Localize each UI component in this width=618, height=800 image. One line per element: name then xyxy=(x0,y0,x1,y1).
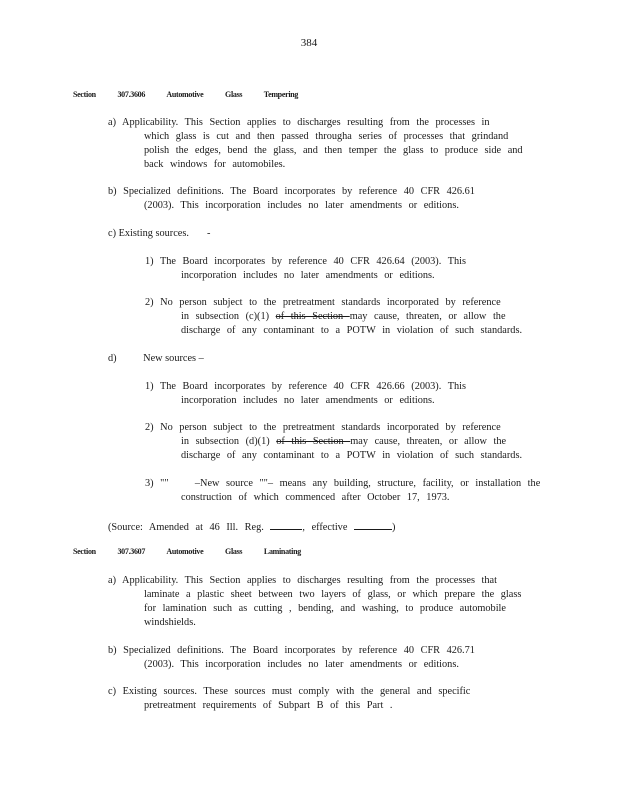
para-3607-b xyxy=(108,644,528,672)
text-line: polish the edges, bend the glass, and then temper the glass to produce side and xyxy=(144,145,523,156)
text-line: incorporation includes no later amendments or editions. xyxy=(181,395,435,406)
para-3606-d2 xyxy=(145,421,540,463)
para-3606-c: c) Existing sources. - xyxy=(108,228,211,239)
d-text: New sources – xyxy=(143,353,204,364)
section-heading-3607: Section 307.3607 Automotive Glass Laminating xyxy=(73,547,301,556)
blank-line xyxy=(354,519,392,530)
para-3607-a xyxy=(108,574,528,630)
text-line: incorporation includes no later amendments or editions. xyxy=(181,270,435,281)
para-3606-d xyxy=(108,352,528,366)
text-line: 2) No person subject to the pretreatment standards incorporated by reference xyxy=(145,297,501,308)
source-text: (Source: Amended at 46 Ill. Reg. xyxy=(108,522,264,533)
text-line: a) Applicability. This Section applies to discharges resulting from the processes in xyxy=(108,117,490,128)
text-line: discharge of any contaminant to a POTW in violation of such standards. xyxy=(181,450,523,461)
source-text: , effective xyxy=(302,522,348,533)
text-line: b) Specialized definitions. The Board incorporates by reference 40 CFR 426.71 xyxy=(108,645,475,656)
text-line: pretreatment requirements of Subpart B of this Part . xyxy=(144,700,393,711)
text-span: may cause, threaten, or allow the xyxy=(350,436,507,447)
d-label: d) xyxy=(108,353,117,364)
text-line xyxy=(145,310,540,324)
blank-line xyxy=(270,519,302,530)
text-line: 2) No person subject to the pretreatment standards incorporated by reference xyxy=(145,422,501,433)
para-3606-d1 xyxy=(145,380,540,408)
para-3606-d3 xyxy=(145,477,540,505)
text-line: 1) The Board incorporates by reference 40 CFR 426.64 (2003). This xyxy=(145,256,467,267)
text-line: back windows for automobiles. xyxy=(144,159,286,170)
text-line: discharge of any contaminant to a POTW in violation of such standards. xyxy=(181,325,523,336)
para-3606-c2 xyxy=(145,296,540,338)
text-span: may cause, threaten, or allow the xyxy=(349,311,506,322)
text-line: construction of which commenced after October 17, 1973. xyxy=(181,492,450,503)
para-3606-b xyxy=(108,185,528,213)
text-line: 1) The Board incorporates by reference 40 CFR 426.66 (2003). This xyxy=(145,381,467,392)
text-line: c) Existing sources. These sources must comply with the general and specific xyxy=(108,686,471,697)
text-line xyxy=(145,435,540,449)
source-note xyxy=(108,519,528,535)
text-line: a) Applicability. This Section applies to discharges resulting from the processes that xyxy=(108,575,497,586)
struck-text: of this Section xyxy=(276,436,351,447)
text-line: (2003). This incorporation includes no later amendments or editions. xyxy=(144,200,459,211)
text-span: in subsection (d)(1) xyxy=(181,436,277,447)
source-text: ) xyxy=(391,522,396,533)
text-line: b) Specialized definitions. The Board incorporates by reference 40 CFR 426.61 xyxy=(108,186,475,197)
text-line: which glass is cut and then passed througha series of processes that grindand xyxy=(144,131,509,142)
para-3606-a xyxy=(108,116,528,172)
text-span: in subsection (c)(1) xyxy=(181,311,276,322)
para-3607-c xyxy=(108,685,528,713)
para-3606-c1 xyxy=(145,255,540,283)
text-line: windshields. xyxy=(144,617,196,628)
section-heading-3606: Section 307.3606 Automotive Glass Tempering xyxy=(73,90,299,99)
text-line: laminate a plastic sheet between two layers of glass, or which prepare the glass xyxy=(144,589,522,600)
struck-text: of this Section xyxy=(275,311,350,322)
text-line: for lamination such as cutting , bending, and washing, to produce automobile xyxy=(144,603,506,614)
page-number: 384 xyxy=(300,37,318,49)
text-line: (2003). This incorporation includes no later amendments or editions. xyxy=(144,659,459,670)
text-line: 3) "" –New source ""– means any building, structure, facility, or installation the xyxy=(145,478,541,489)
